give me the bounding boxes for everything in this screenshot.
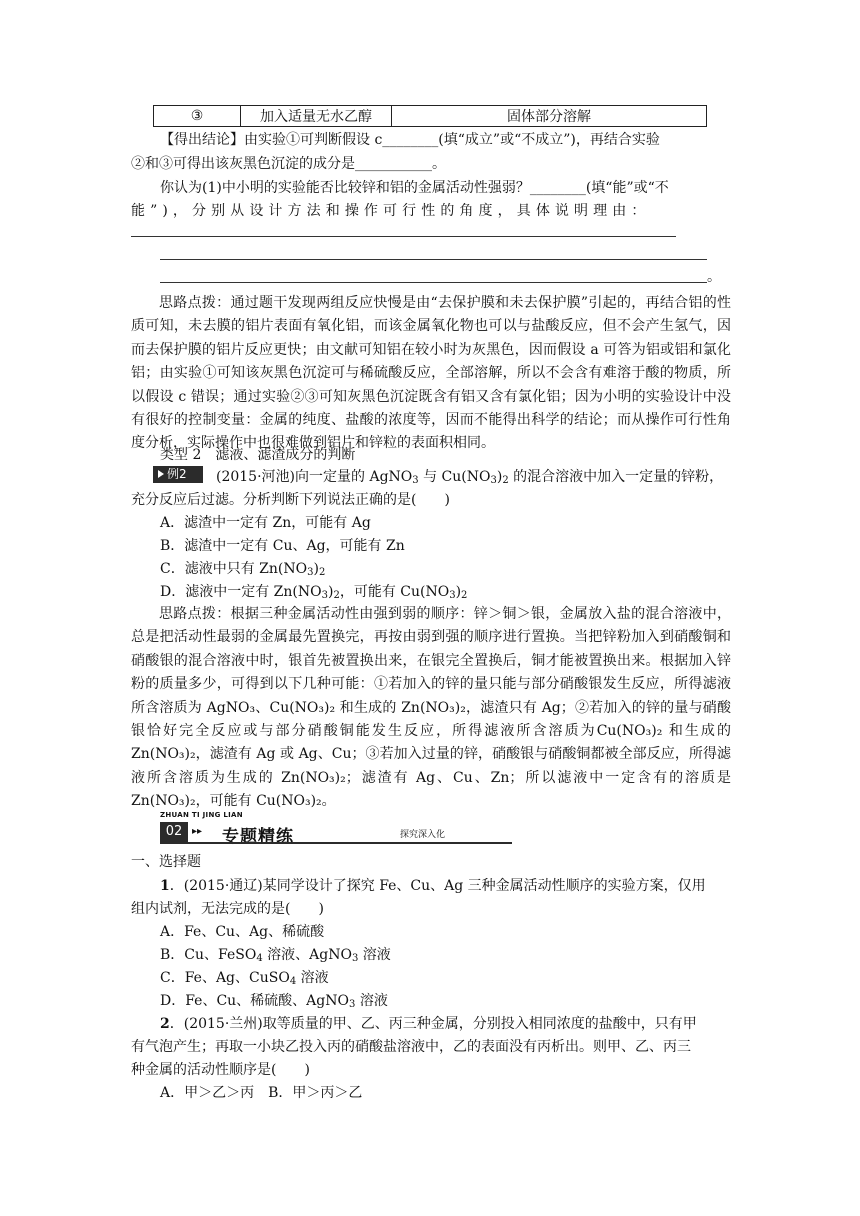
table-cell-step: 加入适量无水乙醇 (241, 106, 392, 127)
conclusion-line-2: ②和③可得出该灰黑色沉淀的成分是___________。 (131, 156, 446, 172)
example-badge-label: 例2 (167, 467, 187, 481)
section-pinyin: ZHUAN TI JING LIAN (160, 811, 243, 819)
section-number: 02 (160, 822, 188, 842)
q2-options: A．甲＞乙＞丙 B．甲＞丙＞乙 (160, 1085, 363, 1101)
question-line-1: 你认为(1)中小明的实验能否比较锌和铝的金属活动性强弱？________(填“能”或“不 (160, 180, 669, 196)
q2-line-1: 2．(2015·兰州)取等质量的甲、乙、丙三种金属，分别投入相同浓度的盐酸中，只有甲 (160, 1016, 697, 1032)
experiment-table (153, 105, 707, 127)
example-line-2: 充分反应后过滤。分析判断下列说法正确的是( ) (131, 492, 450, 508)
answer-end-mark: 。 (707, 269, 721, 285)
option-c: C．滤液中只有 $Zn(NO_3)_2$ (160, 561, 326, 578)
q1-line-2: 组内试剂，无法完成的是( ) (131, 901, 324, 917)
q2-line-2: 有气泡产生；再取一小块乙投入丙的硝酸盐溶液中，乙的表面没有丙析出。则甲、乙、丙三 (131, 1039, 691, 1055)
analysis-paragraph-2: 思路点拨：根据三种金属活动性由强到弱的顺序：锌＞铜＞银，金属放入盐的混合溶液中，总是把活动性最弱的金属最先置换完，再按由弱到强的顺序进行置换。当把锌粉加入到硝酸铜和硝酸银的混合溶液中时，银首先被置换出来，在银完全置换后，铜才能被置换出来。根据加入锌粉的质量多少，可得到以下几种可能：①若加入的锌的量只能与部分硝酸银发生反应，所得滤液所含溶质为 AgNO₃、Cu(NO₃)₂ 和生成的 Zn(NO₃)₂，滤渣只有 Ag；②若加入的锌的量与硝酸银恰好完全反应或与部分硝酸铜能发生反应，所得滤液所含溶质为Cu(NO₃)₂ 和生成的 Zn(NO₃)₂，滤渣有 Ag 或 Ag、Cu；③若加入过量的锌，硝酸银与硝酸铜都被全部反应，所得滤液所含溶质为生成的 Zn(NO₃)₂；滤渣有 Ag、Cu、Zn；所以滤液中一定含有的溶质是 Zn(NO₃)₂，可能有 Cu(NO₃)₂。 (131, 606, 731, 810)
q1-option-b: B．Cu、FeSO$_4$ 溶液、AgNO$_3$ 溶液 (160, 947, 391, 964)
section-rule (160, 842, 512, 844)
table-row (154, 106, 707, 127)
play-icon (158, 470, 164, 478)
section-subtitle: 探究深入化 (400, 830, 446, 840)
q1-option-c: C．Fe、Ag、CuSO$_4$ 溶液 (160, 970, 329, 987)
option-d: D．滤液中一定有 $Zn(NO_3)_2$，可能有 $Cu(NO_3)_2$ (160, 584, 468, 601)
q1-line-1: 1．(2015·通辽)某同学设计了探究 Fe、Cu、Ag 三种金属活动性顺序的实验方案，仅用 (160, 878, 706, 894)
section-header (160, 811, 512, 847)
q2-line-3: 种金属的活动性顺序是( ) (131, 1062, 310, 1078)
section-title: 专题精练 (222, 827, 294, 847)
option-a: A．滤渣中一定有 Zn，可能有 Ag (160, 515, 371, 531)
q1-option-a: A．Fe、Cu、Ag、稀硫酸 (160, 924, 325, 940)
part-heading: 一、选择题 (131, 854, 201, 870)
analysis-paragraph-1: 思路点拨：通过题干发现两组反应快慢是由“去保护膜和未去保护膜”引起的，再结合铝的性质可知，未去膜的铝片表面有氧化铝，而该金属氧化物也可以与盐酸反应，但不会产生氢气，因而去保护膜的铝片反应更快；由文献可知铝在较小时为灰黑色，因而假设 a 可答为铝或铝和氯化铝；由实验①可知该灰黑色沉淀可与稀硫酸反应，全部溶解，所以不会含有难溶于酸的物质，所以假设 c 错误；通过实验②③可知灰黑色沉淀既含有铝又含有氯化铝；因为小明的实验设计中没有很好的控制变量：金属的纯度、盐酸的浓度等，因而不能得出科学的结论；而从操作可行性角度分析，实际操作中也很难做到铝片和锌粒的表面积相同。 (131, 295, 731, 452)
answer-line (160, 259, 707, 260)
type-heading: 类型 2 滤液、滤渣成分的判断 (160, 447, 356, 463)
double-arrow-icon: ▸▸ (192, 826, 203, 837)
q1-option-d: D．Fe、Cu、稀硫酸、AgNO$_3$ 溶液 (160, 993, 388, 1010)
example-line-1: (2015·河池)向一定量的 AgNO$_3$ 与 $Cu(NO_3)_2$ 的混合溶液中加入一定量的锌粉， (216, 469, 724, 486)
question-line-2: 能”)，分别从设计方法和操作可行性的角度，具体说明理由： (131, 203, 651, 219)
answer-line (160, 282, 707, 283)
table-cell-result: 固体部分溶解 (392, 106, 707, 127)
answer-line (131, 236, 676, 237)
option-b: B．滤渣中一定有 Cu、Ag，可能有 Zn (160, 538, 405, 554)
table-cell-number: ③ (154, 106, 241, 127)
conclusion-line-1: 【得出结论】由实验①可判断假设 c________(填“成立”或“不成立”)，再结合实验 (160, 132, 660, 148)
example-badge (153, 466, 203, 483)
